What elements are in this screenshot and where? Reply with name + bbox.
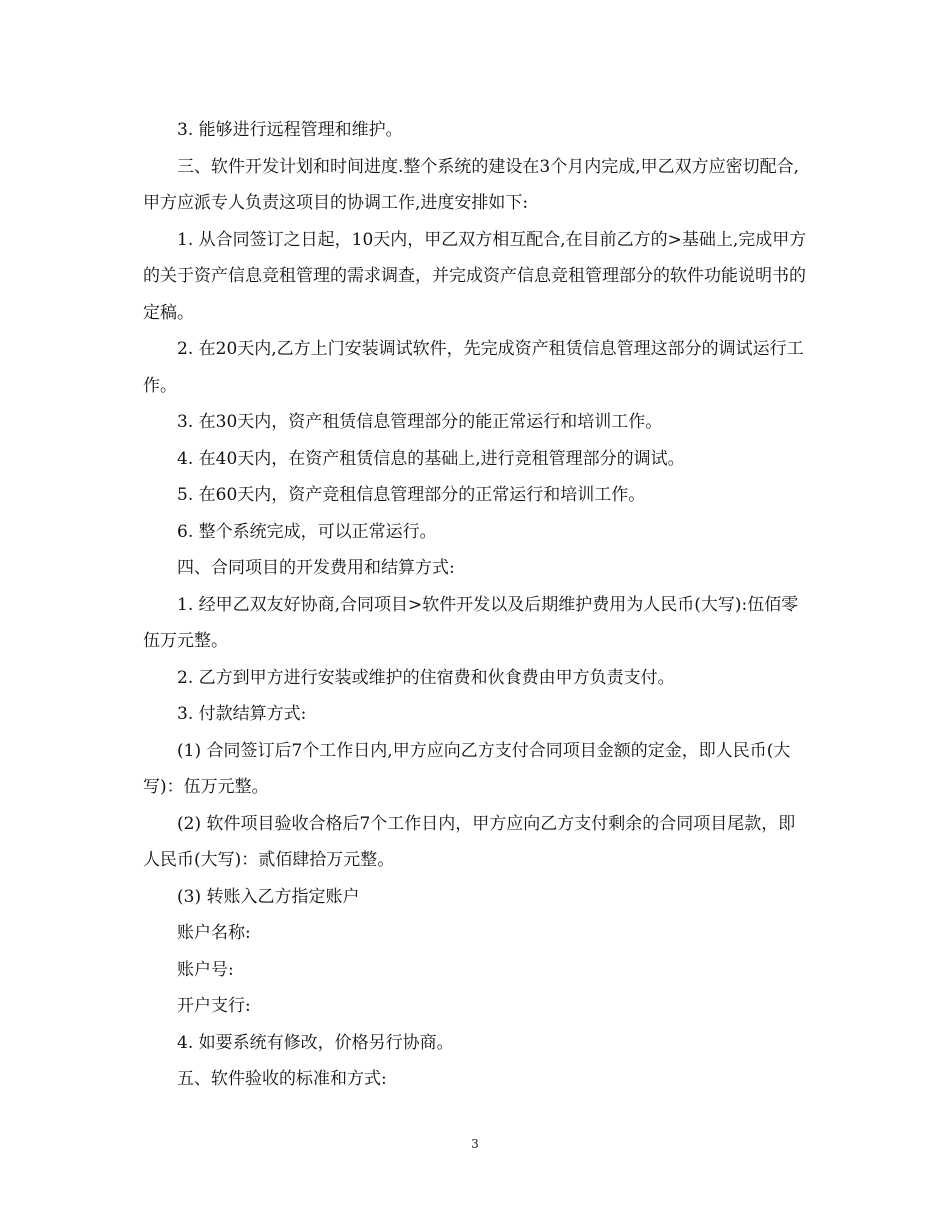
paragraph-schedule-40-days: 4. 在40天内，在资产租赁信息的基础上,进行竞租管理部分的调试。: [177, 448, 685, 469]
paragraph-modification-price: 4. 如要系统有修改，价格另行协商。: [177, 1032, 454, 1053]
field-bank-branch: 开户支行:: [177, 996, 251, 1016]
paragraph-transfer-account: (3) 转账入乙方指定账户: [177, 886, 360, 907]
field-account-number: 账户号:: [177, 959, 234, 980]
paragraph-remote-maintenance: 3. 能够进行远程管理和维护。: [177, 120, 403, 140]
paragraph-lodging-fees: 2. 乙方到甲方进行安装或维护的住宿费和伙食费由甲方负责支付。: [177, 667, 675, 688]
paragraph-payment-method: 3. 付款结算方式:: [177, 704, 307, 724]
paragraph-fee-amount: 1. 经甲乙双友好协商,合同项目>软件开发以及后期维护费用为人民币(大写):伍佰零伍万元整。: [143, 594, 799, 651]
paragraph-schedule-10-days: 1. 从合同签订之日起，10天内，甲乙双方相互配合,在目前乙方的>基础上,完成甲方的关于资产信息竞租管理的需求调查，并完成资产信息竞租管理部分的软件功能说明书的定稿。: [143, 229, 807, 323]
paragraph-schedule-30-days: 3. 在30天内，资产租赁信息管理部分的能正常运行和培训工作。: [177, 412, 663, 432]
section-heading-acceptance: 五、软件验收的标准和方式:: [177, 1069, 387, 1089]
paragraph-deposit: (1) 合同签订后7个工作日内,甲方应向乙方支付合同项目金额的定金，即人民币(大写)：伍万元整。: [143, 740, 791, 797]
section-heading-fees: 四、合同项目的开发费用和结算方式:: [177, 558, 455, 578]
paragraph-schedule-20-days: 2. 在20天内,乙方上门安装调试软件，先完成资产租赁信息管理这部分的调试运行工作。: [143, 339, 804, 396]
page-number: 3: [471, 1137, 479, 1151]
field-account-name: 账户名称:: [177, 923, 251, 943]
document-body: [143, 112, 808, 1098]
section-heading-development-plan: 三、软件开发计划和时间进度.整个系统的建设在3个月内完成,甲乙双方应密切配合,甲方应派专人负责这项目的协调工作,进度安排如下:: [143, 156, 800, 213]
paragraph-schedule-60-days: 5. 在60天内，资产竞租信息管理部分的正常运行和培训工作。: [177, 485, 646, 505]
paragraph-final-payment: (2) 软件项目验收合格后7个工作日内，甲方应向乙方支付剩余的合同项目尾款，即人民币(大写)：贰佰肆拾万元整。: [143, 813, 796, 870]
paragraph-system-complete: 6. 整个系统完成，可以正常运行。: [177, 521, 437, 542]
